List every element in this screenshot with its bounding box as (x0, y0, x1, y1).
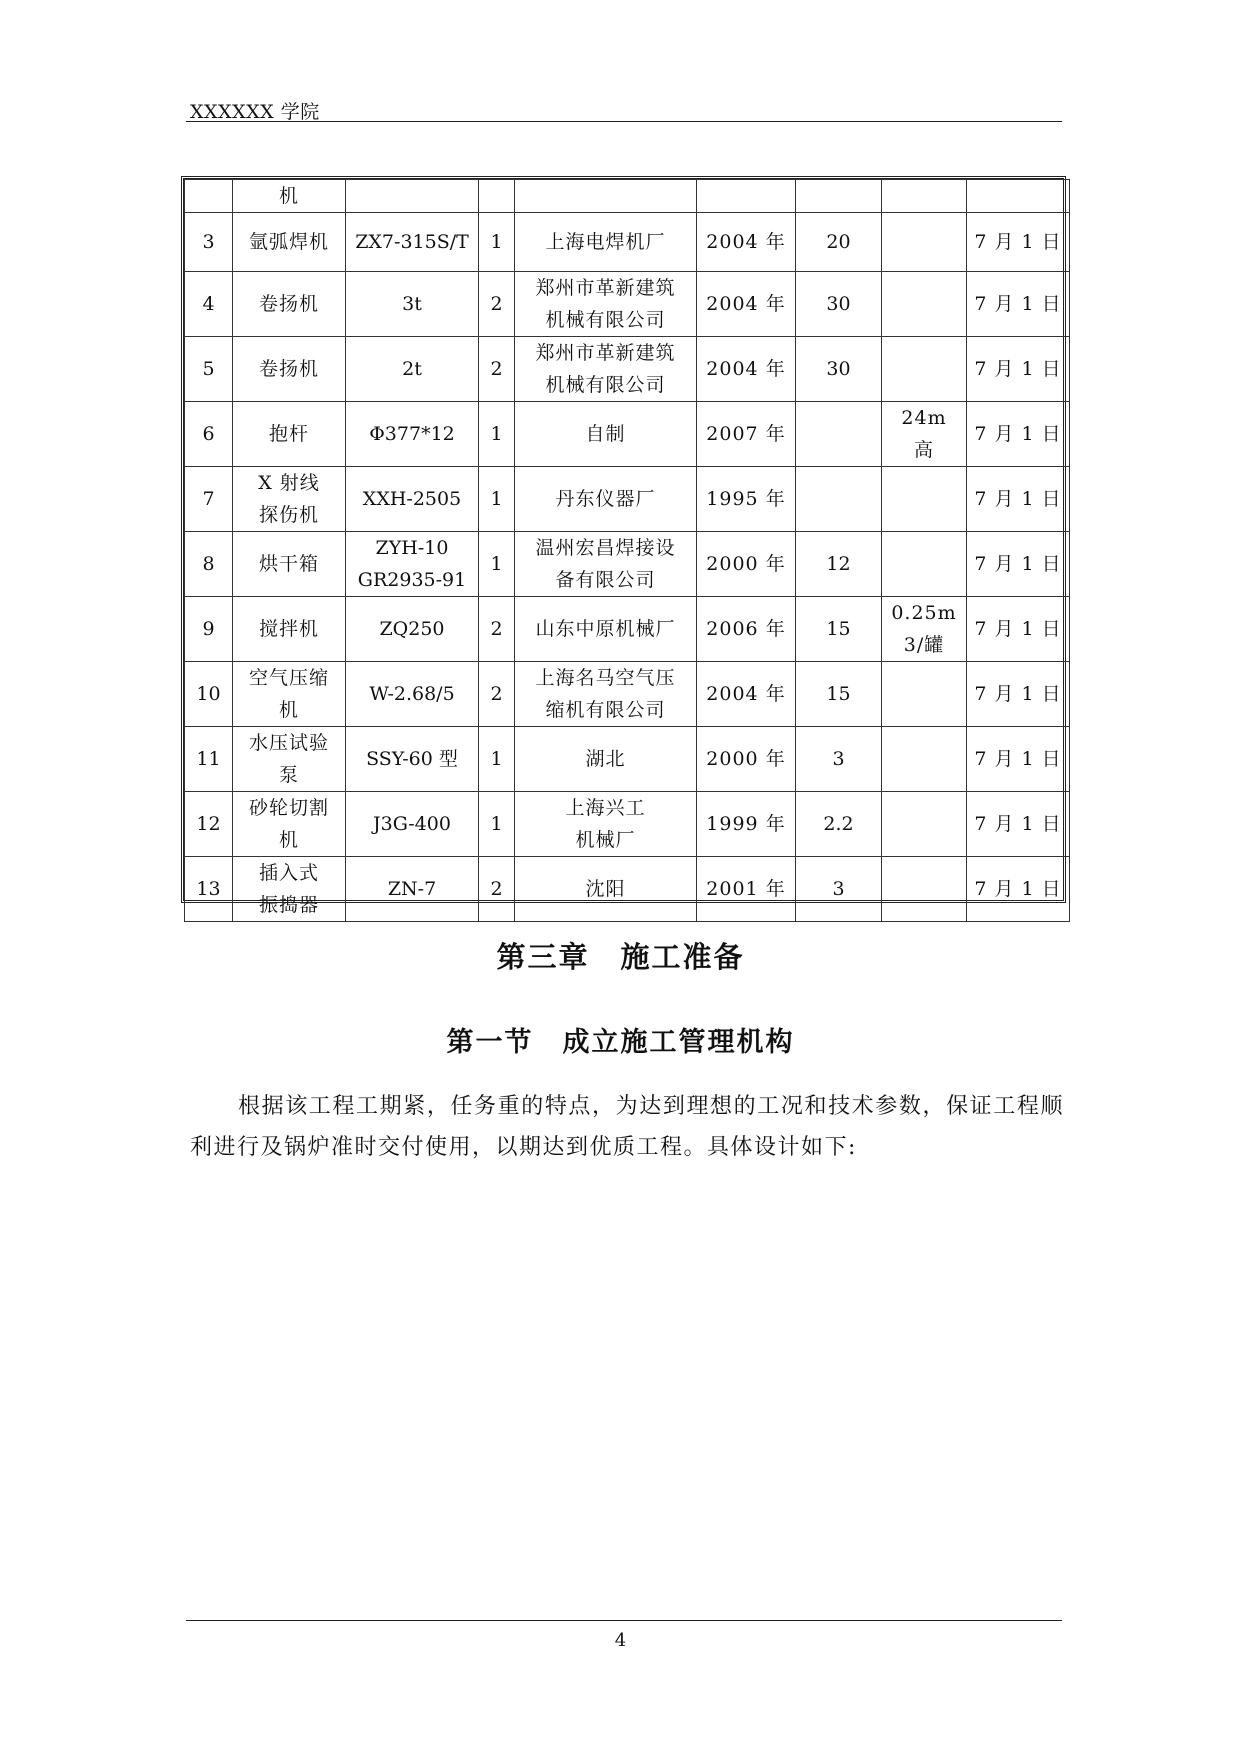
cell-row-number: 10 (185, 662, 233, 727)
cell-production-year: 2000 年 (697, 727, 796, 792)
cell-model: ZN-7 (346, 857, 479, 922)
cell-model: J3G-400 (346, 792, 479, 857)
cell-manufacturer: 温州宏昌焊接设 备有限公司 (515, 532, 697, 597)
page-number: 4 (614, 1630, 627, 1651)
cell-arrival-date: 7 月 1 日 (967, 727, 1070, 792)
cell-power: 15 (796, 662, 882, 727)
cell-arrival-date: 7 月 1 日 (967, 792, 1070, 857)
cell-model: XXH-2505 (346, 467, 479, 532)
cell-production-year: 2004 年 (697, 272, 796, 337)
cell-row-number: 11 (185, 727, 233, 792)
cell-model (346, 180, 479, 213)
cell-capacity (882, 792, 967, 857)
cell-capacity (882, 532, 967, 597)
cell-manufacturer: 上海兴工 机械厂 (515, 792, 697, 857)
header-divider (186, 121, 1062, 122)
cell-row-number: 6 (185, 402, 233, 467)
cell-manufacturer: 郑州市革新建筑 机械有限公司 (515, 272, 697, 337)
cell-model: W-2.68/5 (346, 662, 479, 727)
cell-quantity: 1 (479, 727, 515, 792)
table-row (185, 180, 1070, 213)
footer-divider (186, 1620, 1062, 1621)
cell-arrival-date: 7 月 1 日 (967, 857, 1070, 922)
cell-capacity (882, 213, 967, 272)
cell-quantity (479, 180, 515, 213)
cell-power: 30 (796, 272, 882, 337)
section-title: 第一节 成立施工管理机构 (446, 1027, 795, 1058)
cell-equipment-name: 砂轮切割 机 (233, 792, 346, 857)
table-row (185, 792, 1070, 857)
table-row (185, 597, 1070, 662)
cell-arrival-date: 7 月 1 日 (967, 532, 1070, 597)
cell-quantity: 2 (479, 662, 515, 727)
cell-production-year: 2000 年 (697, 532, 796, 597)
cell-equipment-name: 机 (233, 180, 346, 213)
cell-row-number: 9 (185, 597, 233, 662)
cell-equipment-name: 烘干箱 (233, 532, 346, 597)
cell-row-number: 7 (185, 467, 233, 532)
table-row (185, 213, 1070, 272)
cell-power: 3 (796, 727, 882, 792)
cell-row-number: 8 (185, 532, 233, 597)
cell-model: 2t (346, 337, 479, 402)
cell-manufacturer: 上海电焊机厂 (515, 213, 697, 272)
cell-capacity (882, 467, 967, 532)
cell-arrival-date: 7 月 1 日 (967, 213, 1070, 272)
cell-manufacturer: 沈阳 (515, 857, 697, 922)
cell-manufacturer: 自制 (515, 402, 697, 467)
equipment-table (181, 176, 1066, 916)
table-row (185, 857, 1070, 922)
cell-production-year: 2004 年 (697, 662, 796, 727)
cell-equipment-name: 搅拌机 (233, 597, 346, 662)
page-header-text: XXXXXX 学院 (190, 101, 320, 123)
cell-power: 30 (796, 337, 882, 402)
cell-production-year: 2007 年 (697, 402, 796, 467)
cell-equipment-name: 氩弧焊机 (233, 213, 346, 272)
cell-quantity: 1 (479, 532, 515, 597)
cell-model: ZQ250 (346, 597, 479, 662)
cell-row-number (185, 180, 233, 213)
cell-power: 20 (796, 213, 882, 272)
cell-model: ZX7-315S/T (346, 213, 479, 272)
cell-power (796, 402, 882, 467)
table-row (185, 662, 1070, 727)
cell-row-number: 4 (185, 272, 233, 337)
cell-power: 2.2 (796, 792, 882, 857)
cell-power: 12 (796, 532, 882, 597)
cell-quantity: 1 (479, 402, 515, 467)
cell-model: Φ377*12 (346, 402, 479, 467)
table-row (185, 532, 1070, 597)
cell-capacity (882, 337, 967, 402)
cell-arrival-date: 7 月 1 日 (967, 402, 1070, 467)
chapter-title: 第三章 施工准备 (496, 940, 745, 974)
cell-arrival-date: 7 月 1 日 (967, 272, 1070, 337)
cell-capacity (882, 662, 967, 727)
cell-manufacturer: 湖北 (515, 727, 697, 792)
cell-equipment-name: 卷扬机 (233, 272, 346, 337)
table-row (185, 402, 1070, 467)
cell-production-year: 2004 年 (697, 213, 796, 272)
cell-production-year (697, 180, 796, 213)
cell-capacity (882, 272, 967, 337)
cell-arrival-date: 7 月 1 日 (967, 337, 1070, 402)
cell-quantity: 2 (479, 272, 515, 337)
cell-model: SSY-60 型 (346, 727, 479, 792)
cell-capacity: 24m 高 (882, 402, 967, 467)
cell-production-year: 2001 年 (697, 857, 796, 922)
cell-capacity (882, 727, 967, 792)
cell-production-year: 2004 年 (697, 337, 796, 402)
cell-equipment-name: 空气压缩 机 (233, 662, 346, 727)
cell-quantity: 2 (479, 597, 515, 662)
cell-power: 3 (796, 857, 882, 922)
cell-production-year: 2006 年 (697, 597, 796, 662)
cell-equipment-name: 抱杆 (233, 402, 346, 467)
cell-equipment-name: 卷扬机 (233, 337, 346, 402)
cell-equipment-name: 插入式 振捣器 (233, 857, 346, 922)
cell-arrival-date: 7 月 1 日 (967, 597, 1070, 662)
cell-quantity: 2 (479, 857, 515, 922)
cell-quantity: 1 (479, 792, 515, 857)
cell-arrival-date: 7 月 1 日 (967, 662, 1070, 727)
cell-row-number: 12 (185, 792, 233, 857)
cell-row-number: 3 (185, 213, 233, 272)
cell-power (796, 467, 882, 532)
cell-quantity: 2 (479, 337, 515, 402)
cell-manufacturer: 山东中原机械厂 (515, 597, 697, 662)
cell-arrival-date: 7 月 1 日 (967, 467, 1070, 532)
cell-power: 15 (796, 597, 882, 662)
table-row (185, 337, 1070, 402)
cell-row-number: 13 (185, 857, 233, 922)
cell-manufacturer: 郑州市革新建筑 机械有限公司 (515, 337, 697, 402)
cell-row-number: 5 (185, 337, 233, 402)
cell-equipment-name: 水压试验 泵 (233, 727, 346, 792)
cell-manufacturer: 上海名马空气压 缩机有限公司 (515, 662, 697, 727)
cell-quantity: 1 (479, 213, 515, 272)
cell-capacity (882, 180, 967, 213)
cell-manufacturer (515, 180, 697, 213)
cell-production-year: 1995 年 (697, 467, 796, 532)
table-row (185, 467, 1070, 532)
table-row (185, 272, 1070, 337)
cell-quantity: 1 (479, 467, 515, 532)
body-paragraph: 根据该工程工期紧，任务重的特点，为达到理想的工况和技术参数，保证工程顺利进行及锅炉准时交付使用，以期达到优质工程。具体设计如下: (190, 1094, 1064, 1160)
cell-power (796, 180, 882, 213)
cell-model: ZYH-10 GR2935-91 (346, 532, 479, 597)
cell-manufacturer: 丹东仪器厂 (515, 467, 697, 532)
table-row (185, 727, 1070, 792)
cell-equipment-name: X 射线 探伤机 (233, 467, 346, 532)
cell-capacity (882, 857, 967, 922)
cell-capacity: 0.25m 3/罐 (882, 597, 967, 662)
cell-model: 3t (346, 272, 479, 337)
cell-arrival-date (967, 180, 1070, 213)
cell-production-year: 1999 年 (697, 792, 796, 857)
